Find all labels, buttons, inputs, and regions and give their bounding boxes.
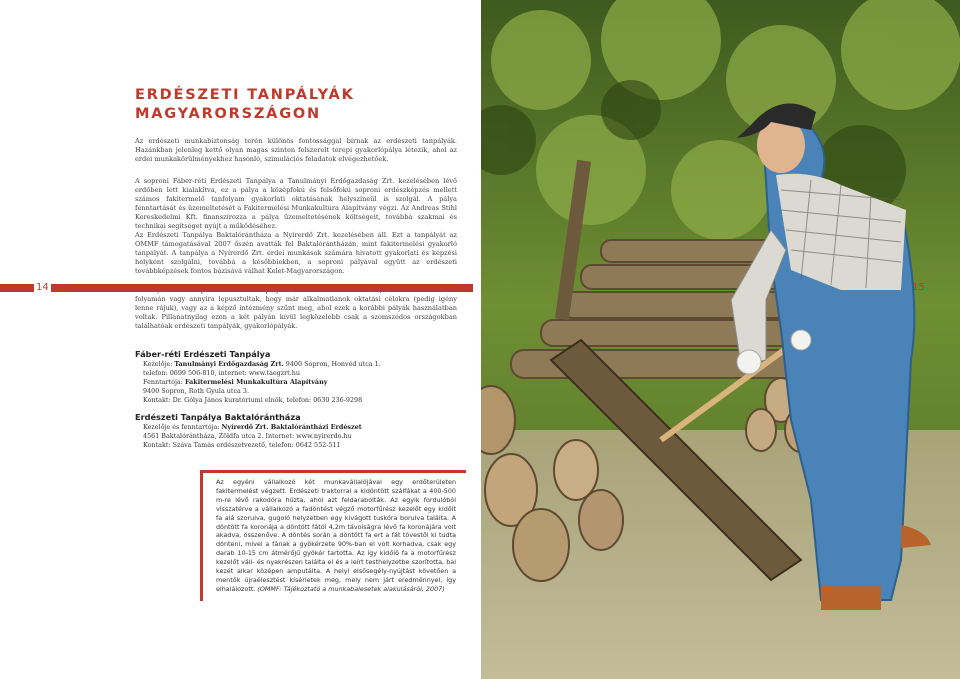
contact-line: Kezelője: Tanulmányi Erdőgazdaság Zrt. 9400 Sopron, Honvéd utca 1. (143, 360, 381, 368)
info-box-source: (OMMF: Tájékoztató a munkabalesetek alakulásáról, 2007) (257, 584, 445, 593)
other-courses-paragraph: folyamán vagy annyira lepusztultak, hogy már alkalmatlanok oktatási célokra (pedig igény lenne rájuk), vagy az a képző intézmény szűnt meg, ahol ezek a korábbi pályák használatban voltak. Pillanatnyilag ezen a két pályán kívül legközelebb csak a szomszédos országokban találhatóak erdészeti tanpályák, gyakorlópályák. (135, 295, 457, 331)
contact-line: 4561 Baktalórántháza, Zöldfa utca 2. Internet: www.nyirerdo.hu (143, 432, 352, 440)
contact-line: Kontakt: Száva Tamás erdészetvezető, telefon: 0642 552-511 (143, 441, 341, 449)
page-title (135, 86, 355, 124)
page-number-left: 14 (36, 282, 49, 293)
accident-info-box: Az egyéni vállalkozó két munkavállalójával egy erdőterületen fakitermelést végzett. Erdészeti traktorral a kidöntött szálfákat a 400-500 m-re lévő rakodóra húzta, ahol azt feldarabolták. Az egyik fordulóból visszatérve a vállalkozó a fadöntést végző motorfűrész kezelőt egy kidőlt fa alá szorulva, gugoló helyzetben egy kivágott tuskóra borulva találta. A döntött fa koronája a döntött fától 4,2m távolságra lévő fa koronájára volt akadva, összenőve. A döntés során a döntött fa ert a fát tövestől ki tudta dönteni, mivel a fának a gyökérzete 90%-ban el volt korhadva, csak egy darab 10-15 cm átmérőjű gyökér tartotta. Az így kidőlő fa a motorfűrész kezelőt váll- és nyakrészen találta el és a leírt testhelyzetbe szorította, bal kezét alkar középen amputálta. A helyi elsősegély-nyújtást követően a mentők újraélesztést kísérletek meg, mely nem járt eredménnyel, így elhalálozott. (OMMF: Tájékoztató a munkabalesetek alakulásáról, 2007) (216, 478, 456, 593)
contact-line: Kontakt: Dr. Gólya János kuratóriumi elnök, telefon: 0630 236-9298 (143, 396, 363, 404)
title-line-1: ERDÉSZETI TANPÁLYÁK (135, 87, 355, 103)
info-box-left-border (200, 470, 203, 601)
contact-heading-faber: Fáber-réti Erdészeti Tanpálya (135, 349, 271, 359)
contact-block-faber (143, 360, 381, 405)
contact-heading-bakta: Erdészeti Tanpálya Baktalórántháza (135, 412, 301, 422)
intro-paragraph: Az erdészeti munkabiztonság terén különös fontossággal bírnak az erdészeti tanpályák. Hazánkban jelenleg kettő olyan magas szinten felszerelt terepi gyakorlópálya létezik, ahol az erdei munkakörülményekhez hasonló, szimulációs feladatok elvégezhetőek. (135, 137, 457, 164)
sopron-paragraph: A soproni Fáber-réti Erdészeti Tanpálya a Tanulmányi Erdőgazdaság Zrt. kezelésében lévő erdőben lett kialakítva, ez a pálya a középfokú és felsőfokú soproni erdészképzés mellett számos fakitermelő tanfolyam gyakorlati oktatásának helyszíneül is szolgál. A pálya fenntartását és üzemeltetését a Fakitermelési Munkakultúra Alapítvány végzi. Az Andreas Stihl Kereskedelmi Kft. finanszírozza a pálya üzemeltetésének költségeit, továbbá szakmai és technikai segítséget nyújt a működéséhez. (135, 177, 457, 231)
contact-line: Kezelője és fenntartója: Nyírerdő Zrt. Baktalórántházi Erdészet (143, 423, 362, 431)
contact-block-bakta (143, 423, 362, 450)
contact-line: telefon: 0699 506-810, internet: www.taegzrt.hu (143, 369, 301, 377)
title-line-2: MAGYARORSZÁGON (135, 106, 321, 122)
baktaloranthaza-paragraph: Az Erdészeti Tanpálya Baktalórántháza a Nyírerdő Zrt. kezelésében áll. Ezt a tanpályát az OMMF támogatásával 2007 őszén avatták fel Baktalórántházán, mint fakitermelési gyakorló tanpályát. A tanpálya a Nyírerdő Zrt. erdei munkások számára hivatott gyakorlati és képzési helyként szolgálni, továbbá a későbbiekben, a soproni pályával együtt az erdészeti továbbképzések fontos bázisává válhat Kelet-Magyarországon. (135, 231, 457, 276)
lumberjack-chopping-wood-photo (481, 0, 960, 679)
contact-line: 9400 Sopron, Roth Gyula utca 3. (143, 387, 249, 395)
page-number-right: 15 (912, 282, 925, 293)
page-number-bar-left (0, 284, 473, 292)
contact-line: Fenntartója: Fakitermelési Munkakultúra Alapítvány (143, 378, 328, 386)
